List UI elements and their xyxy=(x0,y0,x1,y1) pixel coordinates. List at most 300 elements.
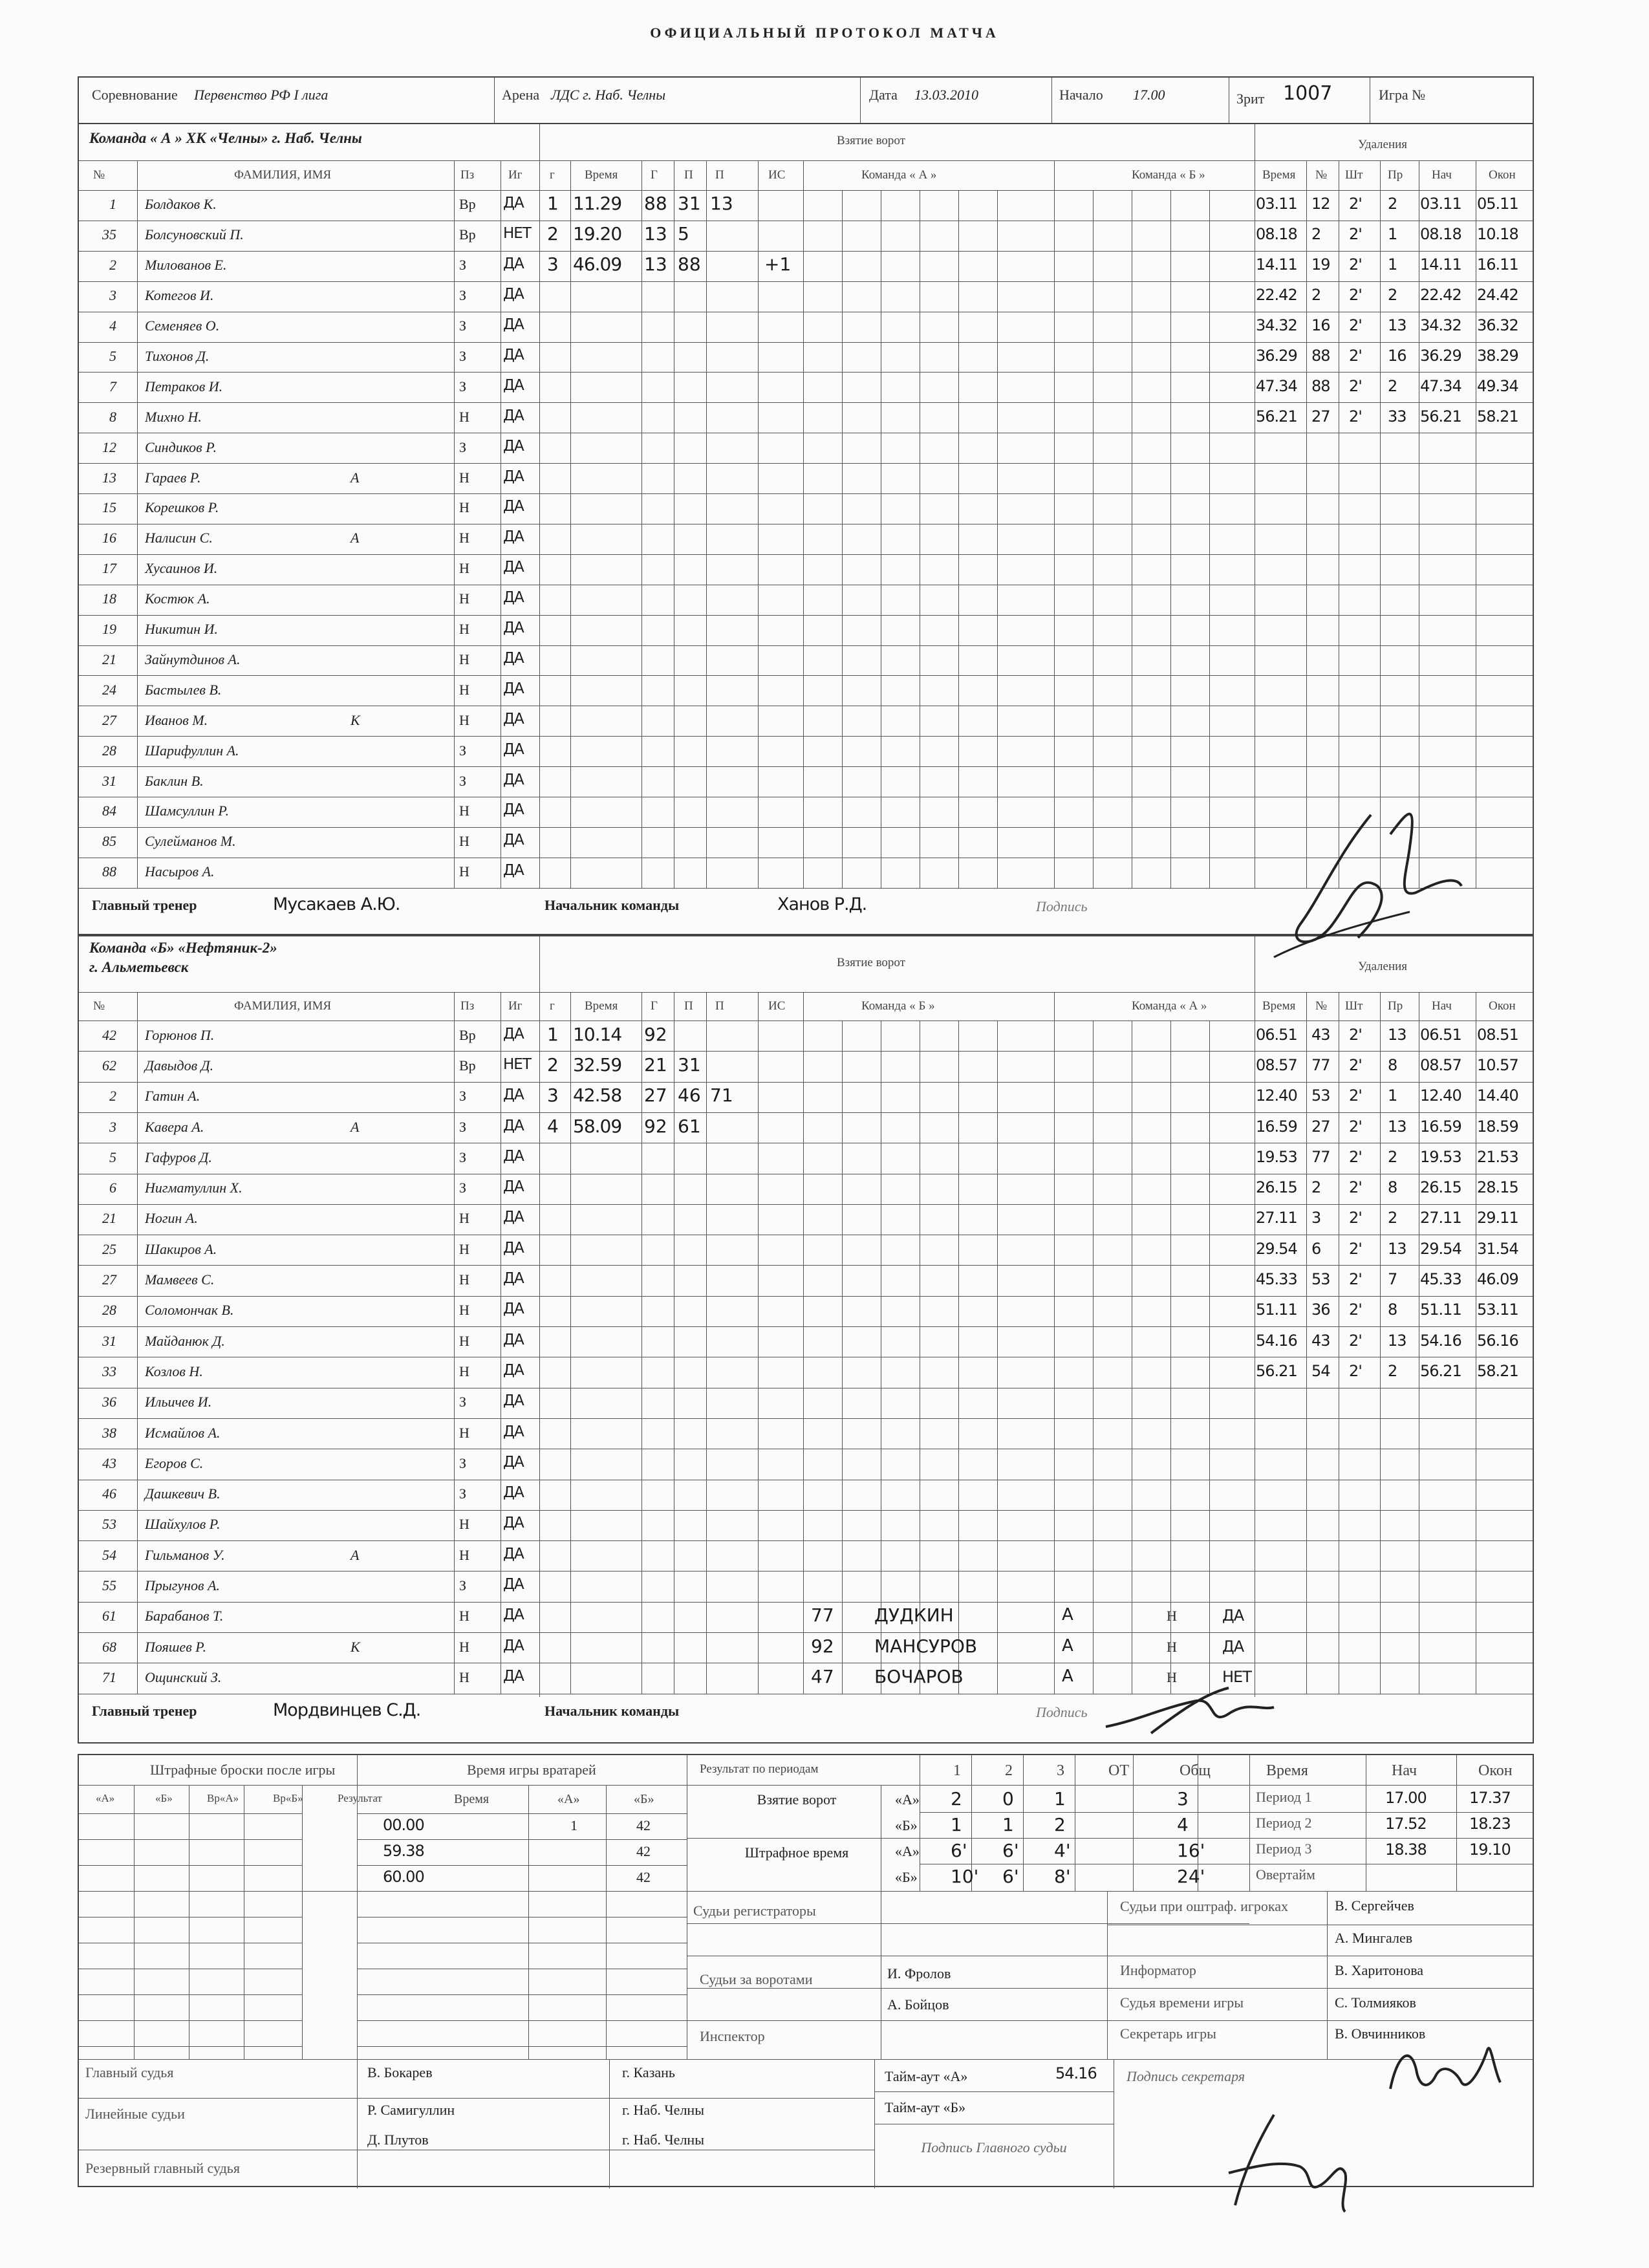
player-name: Гатин А. xyxy=(145,1088,200,1105)
header-assist-1: П xyxy=(684,999,693,1013)
player-played: ДА xyxy=(503,1576,524,1593)
player-name: Соломончак В. xyxy=(145,1302,234,1319)
extra-player-number: 77 xyxy=(811,1604,834,1626)
penalty-minutes: 2' xyxy=(1349,407,1362,426)
penalty-player: 27 xyxy=(1311,407,1330,426)
head-referee-label: Главный судья xyxy=(85,2064,174,2080)
player-position: Н xyxy=(459,1302,469,1319)
goal-scorer: 13 xyxy=(644,254,667,275)
player-number: 8 xyxy=(109,408,116,425)
goal-time: 58.09 xyxy=(573,1115,622,1137)
goal-assist-1: 88 xyxy=(678,254,701,275)
player-position: З xyxy=(459,378,467,394)
goal-judge-2: А. Бойцов xyxy=(887,1996,949,2013)
player-number: 6 xyxy=(109,1180,116,1196)
player-name: Прыгунов А. xyxy=(145,1577,221,1594)
shootout-row-line xyxy=(79,1813,302,1814)
player-played: ДА xyxy=(503,1545,524,1562)
header-played: Иг xyxy=(508,168,523,182)
header-strength: ИС xyxy=(768,999,786,1013)
grid-line xyxy=(1380,992,1381,1694)
player-played: ДА xyxy=(503,1667,524,1685)
header-pen-start: Нач xyxy=(1432,168,1452,182)
penalty-player: 43 xyxy=(1311,1331,1330,1350)
penalty-reason: 2 xyxy=(1388,286,1397,305)
header-pen-time: Время xyxy=(1262,999,1296,1013)
penalty-player: 77 xyxy=(1311,1147,1330,1166)
head-referee-name: В. Бокарев xyxy=(367,2064,433,2080)
player-played: ДА xyxy=(503,528,524,546)
goalie-time-value: 60.00 xyxy=(383,1868,424,1886)
player-position: Н xyxy=(459,833,469,850)
extra-player-position: Н xyxy=(1167,1608,1177,1625)
shootout-col-vr-b: Вр«Б» xyxy=(273,1792,303,1804)
goalie-row-line xyxy=(357,2046,687,2047)
player-number: 33 xyxy=(102,1363,116,1379)
penalty-reason: 16 xyxy=(1388,346,1406,365)
registrars-label: Судьи регистраторы xyxy=(693,1903,816,1919)
player-position: Н xyxy=(459,863,469,880)
period-value: 2 xyxy=(951,1788,962,1809)
goal-number: 2 xyxy=(547,1053,559,1075)
player-played: ДА xyxy=(503,832,524,849)
penalty-minutes: 2' xyxy=(1349,286,1362,305)
penalty-time: 08.18 xyxy=(1256,225,1297,244)
grid-line xyxy=(609,2059,610,2188)
goal-scorer: 88 xyxy=(644,193,667,215)
lineup-grid-line xyxy=(958,1021,959,1694)
player-position: Вр xyxy=(459,196,476,213)
grid-line xyxy=(79,1632,1533,1633)
player-played: ДА xyxy=(503,316,524,334)
player-number: 5 xyxy=(109,347,116,364)
penalty-player: 53 xyxy=(1311,1086,1330,1105)
grid-line xyxy=(79,493,1533,494)
penalty-start: 08.18 xyxy=(1420,225,1461,244)
header-goal-time: Время xyxy=(585,168,618,182)
penalty-reason: 1 xyxy=(1388,1086,1397,1105)
period-team-label: «А» xyxy=(895,1791,920,1808)
period-team-label: «Б» xyxy=(895,1869,918,1885)
period-times-col-time: Время xyxy=(1266,1762,1308,1779)
player-played: ДА xyxy=(503,862,524,880)
header-played: Иг xyxy=(508,999,523,1013)
game-number-label: Игра № xyxy=(1379,87,1426,103)
penalty-minutes: 2' xyxy=(1349,1331,1362,1350)
player-name: Бастылев В. xyxy=(145,681,222,698)
player-number: 68 xyxy=(102,1638,116,1655)
player-played: ДА xyxy=(503,195,524,212)
goalie-col-time: Время xyxy=(454,1792,490,1806)
header-goal-scorer: Г xyxy=(651,168,658,182)
period-col-line xyxy=(1023,1755,1024,1891)
competition-label: Соревнование xyxy=(92,87,178,103)
penalty-reason: 13 xyxy=(1388,1025,1406,1044)
header-strength: ИС xyxy=(768,168,786,182)
penalties-section-header: Удаления xyxy=(1358,960,1408,973)
penalty-reason: 2 xyxy=(1388,195,1397,213)
shootout-title: Штрафные броски после игры xyxy=(150,1762,336,1778)
penalty-reason: 13 xyxy=(1388,1331,1406,1350)
head-referee-city: г. Казань xyxy=(622,2064,675,2080)
player-position: Н xyxy=(459,803,469,819)
goal-time: 32.59 xyxy=(573,1053,622,1075)
goal-assist-1: 5 xyxy=(678,223,689,245)
goal-scorer: 27 xyxy=(644,1085,667,1107)
grid-line xyxy=(1249,1838,1533,1839)
linesman-1-city: г. Наб. Челны xyxy=(622,2102,704,2118)
grid-line xyxy=(920,1812,1249,1813)
penalty-start: 36.29 xyxy=(1420,346,1461,365)
player-position: Н xyxy=(459,590,469,607)
linesman-2-city: г. Наб. Челны xyxy=(622,2132,704,2148)
grid-line xyxy=(641,992,642,1694)
goalie-time-value: 00.00 xyxy=(383,1816,424,1834)
player-played: ДА xyxy=(503,1392,524,1410)
grid-line xyxy=(79,645,1533,646)
period-value: 6' xyxy=(951,1840,967,1861)
player-number: 54 xyxy=(102,1546,116,1563)
period-goals-label: Взятие ворот xyxy=(757,1791,837,1808)
grid-line xyxy=(79,1204,1533,1205)
penalty-end: 38.29 xyxy=(1477,346,1518,365)
period-col-line xyxy=(1133,1755,1134,1891)
period-col-col_ot: ОТ xyxy=(1108,1762,1129,1779)
penalty-end: 29.11 xyxy=(1477,1209,1518,1227)
period-team-label: «А» xyxy=(895,1843,920,1859)
penalty-start: 08.57 xyxy=(1420,1055,1461,1074)
linesmen-label: Линейные судьи xyxy=(85,2106,185,2122)
goal-number: 3 xyxy=(547,254,559,275)
goalie-time-value: 59.38 xyxy=(383,1842,424,1860)
penalty-time: 22.42 xyxy=(1256,286,1297,305)
player-position: Н xyxy=(459,1240,469,1257)
goalie-time-title: Время игры вратарей xyxy=(467,1762,596,1778)
lineup-grid-line xyxy=(997,190,998,888)
player-played: ДА xyxy=(503,801,524,819)
header-name: ФАМИЛИЯ, ИМЯ xyxy=(234,168,332,182)
player-name: Сулейманов М. xyxy=(145,833,236,850)
player-name: Барабанов Т. xyxy=(145,1608,224,1625)
player-name: Налисин С. xyxy=(145,530,213,546)
arena-value: ЛДС г. Наб. Челны xyxy=(551,87,666,103)
goal-number: 1 xyxy=(547,1023,559,1045)
penalty-start: 45.33 xyxy=(1420,1270,1461,1289)
player-played: ДА xyxy=(503,346,524,363)
extra-player-played: НЕТ xyxy=(1222,1667,1251,1686)
grid-line xyxy=(79,736,1533,737)
player-number: 16 xyxy=(102,530,116,546)
header-pen-start: Нач xyxy=(1432,999,1452,1013)
grid-line xyxy=(137,992,138,1694)
extra-player-role: А xyxy=(1062,1636,1073,1656)
player-played: ДА xyxy=(503,1270,524,1288)
lineup-grid-line xyxy=(1170,190,1171,888)
player-played: ДА xyxy=(503,286,524,303)
player-name: Михно Н. xyxy=(145,408,202,425)
head-referee-sign-label: Подпись Главного судьи xyxy=(921,2139,1067,2155)
period-start: 18.38 xyxy=(1385,1841,1427,1859)
penalty-time: 08.57 xyxy=(1256,1055,1297,1074)
grid-line xyxy=(79,615,1533,616)
header-pen-num: № xyxy=(1315,168,1328,182)
penalty-start: 12.40 xyxy=(1420,1086,1461,1105)
grid-line xyxy=(79,251,1533,252)
team-a-signature xyxy=(1261,795,1474,970)
header-name: ФАМИЛИЯ, ИМЯ xyxy=(234,999,332,1013)
period-end: 19.10 xyxy=(1469,1841,1511,1859)
goal-time: 19.20 xyxy=(573,223,622,245)
player-number: 21 xyxy=(102,651,116,667)
start-label: Начало xyxy=(1059,87,1103,103)
player-position: Н xyxy=(459,651,469,667)
period-col-col2: 2 xyxy=(1005,1762,1013,1779)
period-end: 18.23 xyxy=(1469,1815,1511,1833)
player-played: ДА xyxy=(503,1301,524,1318)
penalty-box-judge-1: В. Сергейчев xyxy=(1335,1897,1414,1914)
header-assist-2: П xyxy=(715,168,724,182)
player-played: ДА xyxy=(503,771,524,788)
player-name: Хусаинов И. xyxy=(145,560,218,577)
player-number: 61 xyxy=(102,1608,116,1625)
penalty-time: 47.34 xyxy=(1256,376,1297,395)
penalty-reason: 33 xyxy=(1388,407,1406,426)
player-name: Козлов Н. xyxy=(145,1363,203,1379)
player-position: Н xyxy=(459,469,469,486)
penalty-start: 56.21 xyxy=(1420,407,1461,426)
player-position: Н xyxy=(459,499,469,516)
penalty-start: 54.16 xyxy=(1420,1331,1461,1350)
secretary-signature xyxy=(1371,2031,1513,2108)
player-number: 7 xyxy=(109,378,116,394)
player-position: З xyxy=(459,1088,467,1105)
player-number: 55 xyxy=(102,1577,116,1594)
player-position: Н xyxy=(459,1332,469,1349)
penalty-reason: 2 xyxy=(1388,1361,1397,1380)
penalty-end: 58.21 xyxy=(1477,1361,1518,1380)
penalty-player: 27 xyxy=(1311,1117,1330,1136)
player-played: ДА xyxy=(503,620,524,637)
grid-line xyxy=(1054,992,1055,1694)
player-position: Н xyxy=(459,1546,469,1563)
extra-player-played: ДА xyxy=(1222,1637,1244,1656)
player-name: Ощинский З. xyxy=(145,1669,222,1685)
shootout-row-line xyxy=(79,1839,302,1840)
grid-line xyxy=(539,124,540,889)
player-played: ДА xyxy=(503,1025,524,1042)
goal-scorer: 21 xyxy=(644,1053,667,1075)
period-team-label: «Б» xyxy=(895,1817,918,1833)
lineup-grid-line xyxy=(997,1021,998,1694)
penalty-reason: 2 xyxy=(1388,376,1397,395)
player-number: 4 xyxy=(109,318,116,334)
player-name: Горюнов П. xyxy=(145,1026,215,1043)
player-number: 25 xyxy=(102,1240,116,1257)
document-title: ОФИЦИАЛЬНЫЙ ПРОТОКОЛ МАТЧА xyxy=(650,25,999,41)
player-name: Насыров А. xyxy=(145,863,215,880)
period-value: 3 xyxy=(1177,1788,1189,1809)
penalty-player: 2 xyxy=(1311,286,1321,305)
player-position: З xyxy=(459,347,467,364)
informer-value: В. Харитонова xyxy=(1335,1962,1424,1978)
period-value: 10' xyxy=(951,1866,979,1887)
goal-assist-2: 13 xyxy=(710,193,733,215)
player-name: Пояшев Р. xyxy=(145,1638,206,1655)
player-position: Н xyxy=(459,621,469,638)
player-role: А xyxy=(350,530,360,546)
grid-line xyxy=(79,402,1533,403)
goal-scorer: 13 xyxy=(644,223,667,245)
header-pen-time: Время xyxy=(1262,168,1296,182)
grid-line xyxy=(1107,1891,1108,2059)
player-name: Тихонов Д. xyxy=(145,347,210,364)
penalty-end: 05.11 xyxy=(1477,195,1518,213)
grid-line xyxy=(874,2091,1114,2092)
penalty-minutes: 2' xyxy=(1349,1025,1362,1044)
player-name: Синдиков Р. xyxy=(145,438,217,455)
penalty-reason: 8 xyxy=(1388,1055,1397,1074)
penalty-start: 16.59 xyxy=(1420,1117,1461,1136)
penalty-start: 06.51 xyxy=(1420,1025,1461,1044)
player-number: 12 xyxy=(102,438,116,455)
penalty-end: 58.21 xyxy=(1477,407,1518,426)
date-label: Дата xyxy=(869,87,898,103)
goal-assist-2: 71 xyxy=(710,1085,733,1107)
penalty-box-judge-2: А. Мингалев xyxy=(1335,1930,1413,1946)
penalty-reason: 2 xyxy=(1388,1147,1397,1166)
player-position: З xyxy=(459,742,467,759)
period-col-col1: 1 xyxy=(953,1762,961,1779)
player-number: 3 xyxy=(109,1118,116,1135)
player-played: ДА xyxy=(503,1117,524,1134)
goal-assist-1: 46 xyxy=(678,1085,701,1107)
player-played: ДА xyxy=(503,1147,524,1165)
penalty-reason: 8 xyxy=(1388,1178,1397,1197)
grid-line xyxy=(1456,1755,1457,1891)
player-name: Котегов И. xyxy=(145,287,214,304)
penalty-reason: 13 xyxy=(1388,1239,1406,1258)
player-number: 71 xyxy=(102,1669,116,1685)
player-number: 5 xyxy=(109,1149,116,1165)
player-position: З xyxy=(459,1485,467,1502)
period-value: 4' xyxy=(1054,1840,1071,1861)
player-number: 85 xyxy=(102,833,116,850)
grid-line xyxy=(79,342,1533,343)
player-number: 18 xyxy=(102,590,116,607)
penalty-start: 26.15 xyxy=(1420,1178,1461,1197)
player-position: З xyxy=(459,1118,467,1135)
player-name: Корешков Р. xyxy=(145,499,219,516)
header-goal-no: г xyxy=(550,168,555,182)
spectators-value: 1007 xyxy=(1283,82,1333,105)
penalty-start: 47.34 xyxy=(1420,376,1461,395)
penalty-time: 34.32 xyxy=(1256,316,1297,335)
period-value: 1 xyxy=(1054,1788,1066,1809)
grid-line xyxy=(803,992,804,1694)
goalie-row-line xyxy=(357,1994,687,1995)
player-played: ДА xyxy=(503,1086,524,1104)
period-value: 6' xyxy=(1002,1866,1019,1887)
goal-judge-1: И. Фролов xyxy=(887,1965,951,1982)
player-played: ДА xyxy=(503,559,524,576)
grid-line xyxy=(1249,1755,1250,1891)
player-played: ДА xyxy=(503,649,524,667)
penalty-minutes: 2' xyxy=(1349,1055,1362,1074)
player-role: А xyxy=(350,1118,360,1135)
penalty-time: 54.16 xyxy=(1256,1331,1297,1350)
penalty-end: 24.42 xyxy=(1477,286,1518,305)
penalty-player: 36 xyxy=(1311,1301,1330,1319)
extra-player-position: Н xyxy=(1167,1669,1177,1685)
lineup-grid-line xyxy=(842,190,843,888)
lineup-grid-line xyxy=(1209,190,1210,888)
player-name: Гараев Р. xyxy=(145,469,201,486)
grid-line xyxy=(79,1051,1533,1052)
goal-assist-1: 31 xyxy=(678,193,701,215)
penalty-end: 08.51 xyxy=(1477,1025,1518,1044)
start-value: 17.00 xyxy=(1133,87,1165,103)
player-number: 84 xyxy=(102,803,116,819)
goal-time: 10.14 xyxy=(573,1023,622,1045)
header-assist-2: П xyxy=(715,999,724,1013)
period-value: 1 xyxy=(1002,1814,1014,1835)
penalty-start: 27.11 xyxy=(1420,1209,1461,1227)
player-name: Болсуновский П. xyxy=(145,226,244,243)
goal-assist-1: 31 xyxy=(678,1053,701,1075)
penalty-player: 54 xyxy=(1311,1361,1330,1380)
player-position: Вр xyxy=(459,1057,476,1074)
player-name: Петраков И. xyxy=(145,378,223,394)
penalty-time: 12.40 xyxy=(1256,1086,1297,1105)
grid-line xyxy=(1306,992,1307,1694)
period-value: 24' xyxy=(1177,1866,1205,1887)
player-played: ДА xyxy=(503,468,524,485)
player-name: Костюк А. xyxy=(145,590,210,607)
penalty-player: 77 xyxy=(1311,1055,1330,1074)
shootout-row-line xyxy=(79,1891,302,1892)
lineup-grid-line xyxy=(842,1021,843,1694)
player-name: Ногин А. xyxy=(145,1210,198,1227)
grid-line xyxy=(79,281,1533,282)
player-name: Никитин И. xyxy=(145,621,218,638)
goalie-row-line xyxy=(357,1891,687,1892)
extra-player-name: МАНСУРОВ xyxy=(874,1635,978,1657)
player-played: ДА xyxy=(503,1209,524,1226)
player-played: ДА xyxy=(503,589,524,607)
penalty-minutes: 2' xyxy=(1349,1361,1362,1380)
goal-scorer: 92 xyxy=(644,1023,667,1045)
penalty-end: 10.18 xyxy=(1477,225,1518,244)
grid-line xyxy=(570,992,571,1694)
player-role: А xyxy=(350,1546,360,1563)
penalty-minutes: 2' xyxy=(1349,1301,1362,1319)
player-name: Иванов М. xyxy=(145,711,208,728)
manager-label: Начальник команды xyxy=(544,896,680,913)
secretary-label: Секретарь игры xyxy=(1120,2025,1216,2042)
arena-label: Арена xyxy=(502,87,540,103)
player-played: ДА xyxy=(503,680,524,697)
player-number: 35 xyxy=(102,226,116,243)
goal-strength: +1 xyxy=(764,254,792,275)
grid-line xyxy=(79,463,1533,464)
player-number: 38 xyxy=(102,1424,116,1441)
penalty-time: 06.51 xyxy=(1256,1025,1297,1044)
penalty-time: 03.11 xyxy=(1256,195,1297,213)
header-lineup-1: Команда « А » xyxy=(861,168,937,182)
period-end: 17.37 xyxy=(1469,1789,1511,1807)
grid-line xyxy=(79,1540,1533,1541)
player-number: 27 xyxy=(102,1271,116,1288)
